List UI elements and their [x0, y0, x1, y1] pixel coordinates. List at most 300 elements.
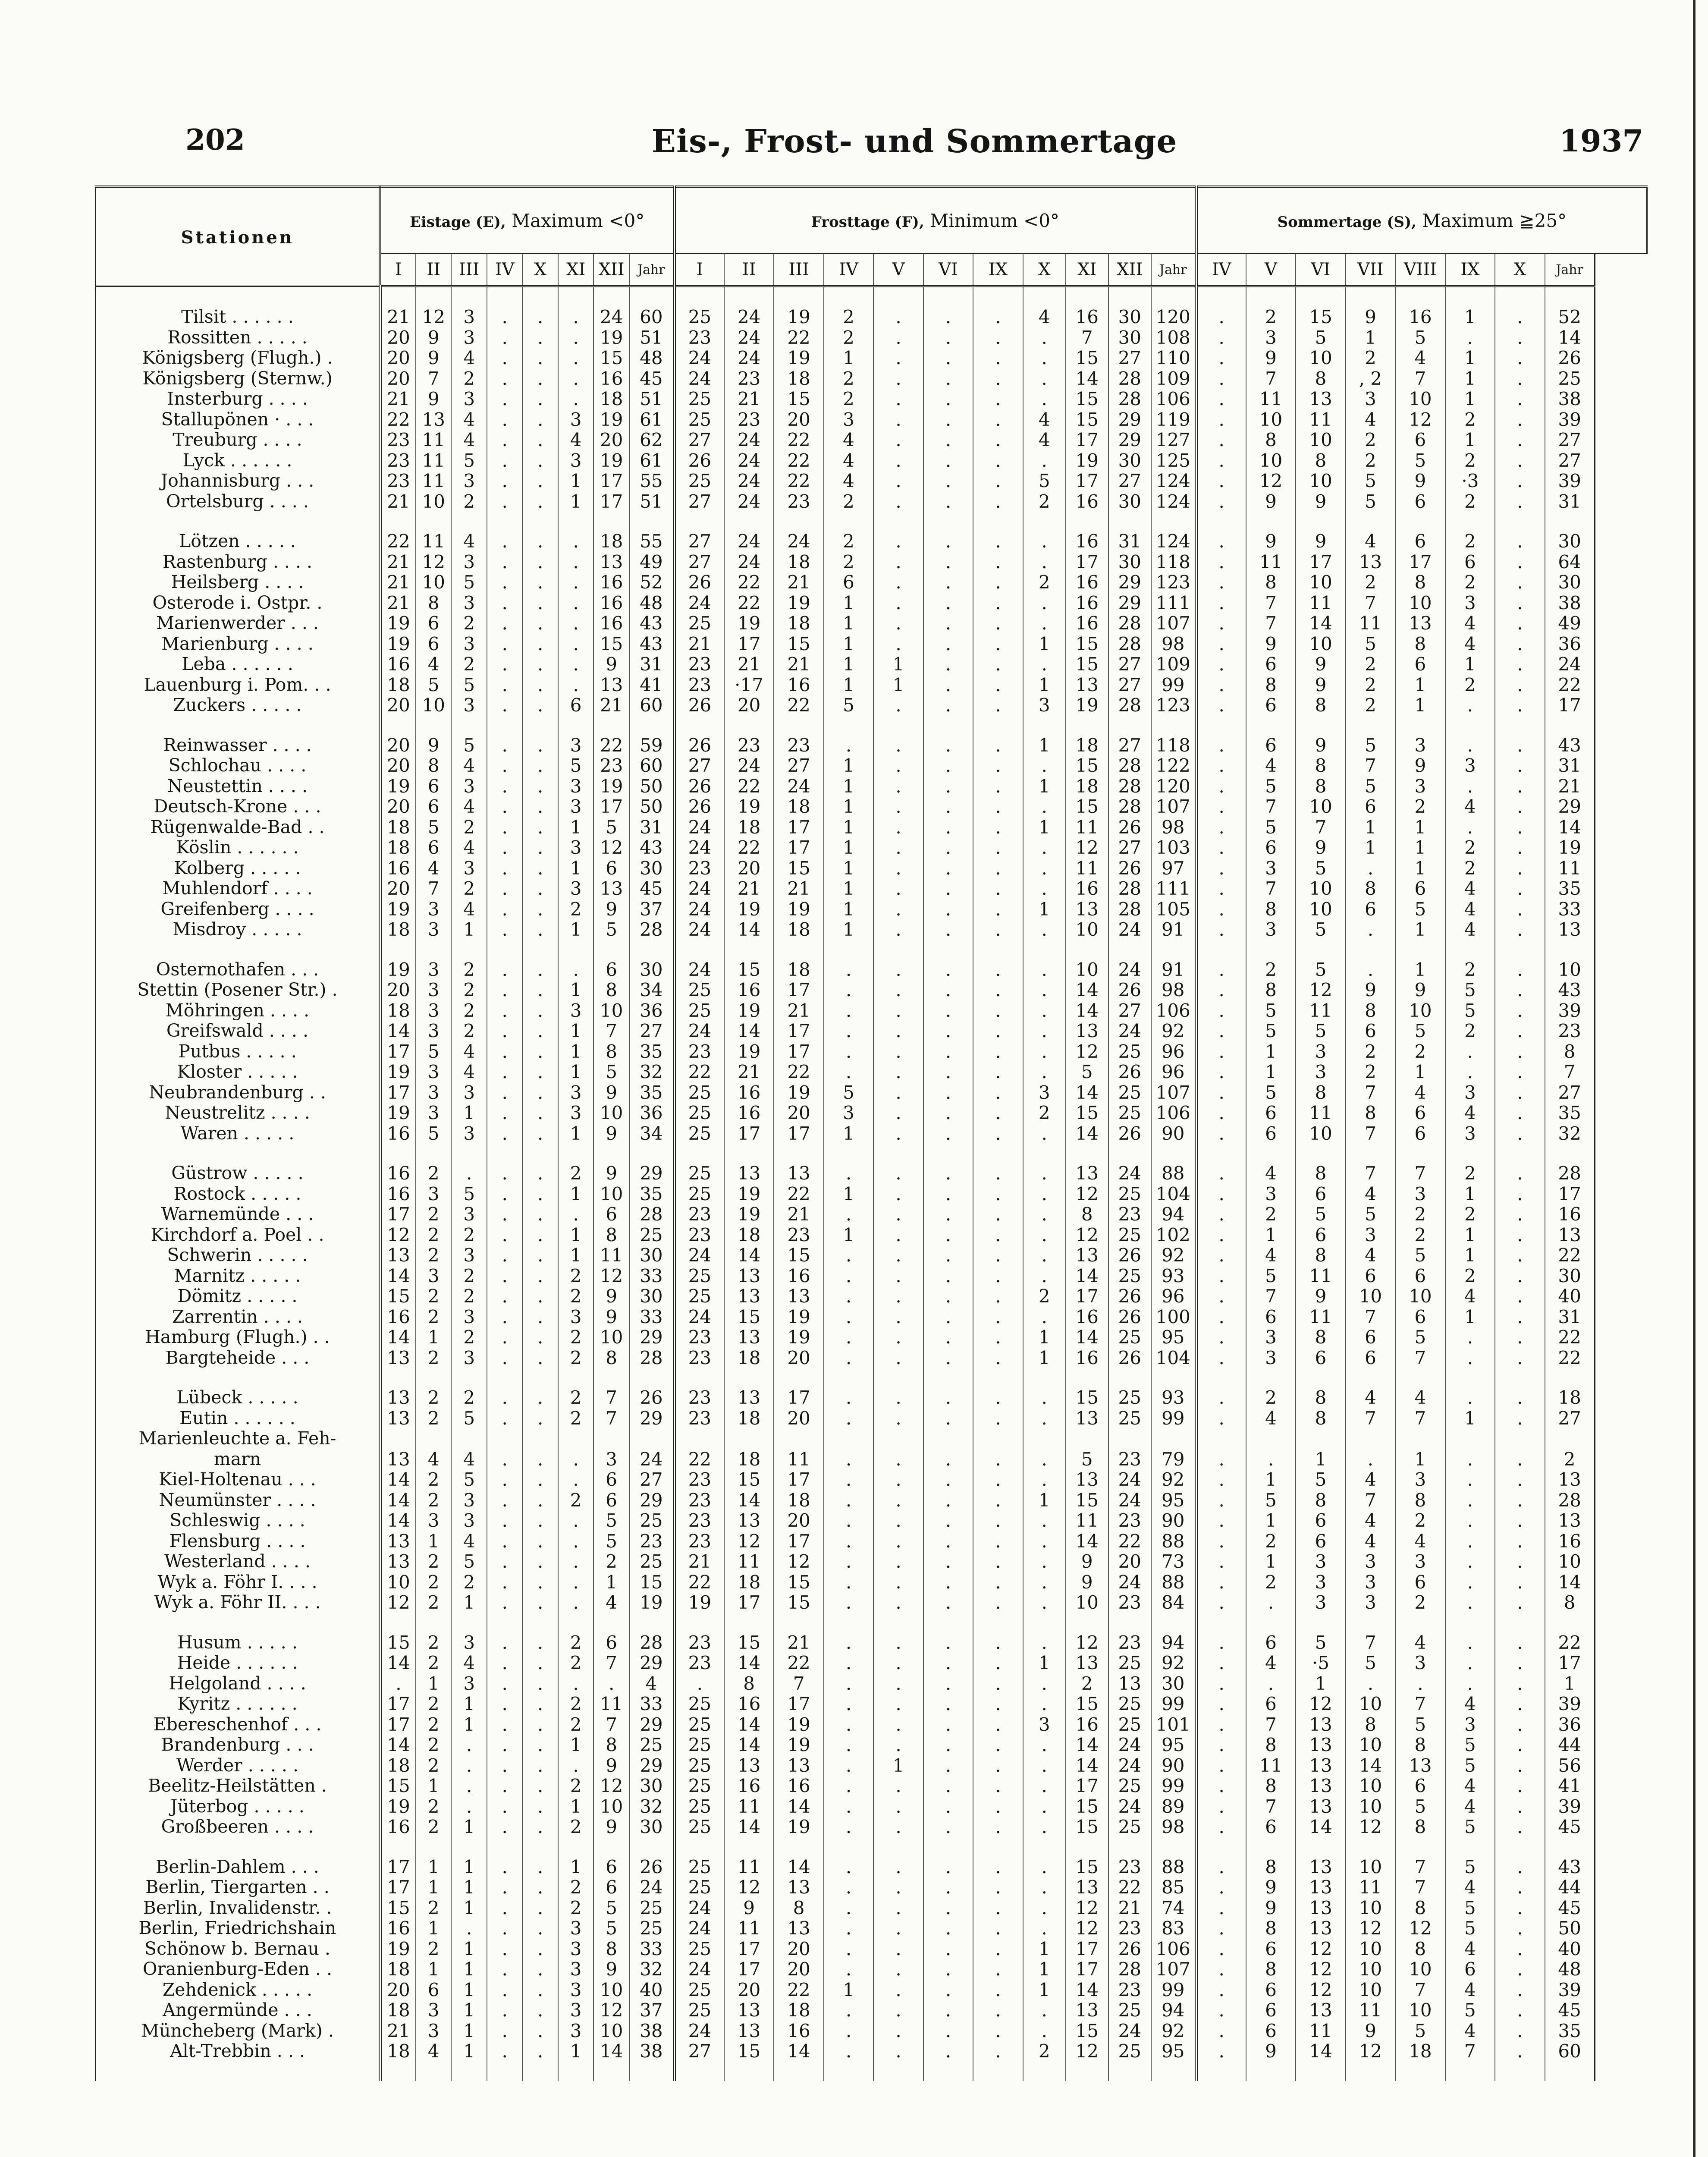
table-cell: . — [923, 695, 973, 716]
table-cell: . — [487, 735, 522, 756]
table-cell: . — [522, 450, 558, 471]
table-cell: 16 — [380, 858, 415, 879]
table-cell: 21 — [593, 695, 629, 716]
table-cell: . — [824, 1510, 873, 1531]
table-cell: 48 — [629, 348, 674, 368]
table-cell: . — [487, 858, 522, 879]
table-cell: 5 — [451, 1551, 487, 1572]
table-cell: . — [558, 654, 593, 675]
table-cell: . — [873, 1632, 923, 1653]
table-cell: 3 — [451, 1510, 487, 1531]
table-cell: 18 — [380, 2000, 415, 2021]
table-cell: 64 — [1545, 552, 1595, 572]
table-cell: 12 — [724, 1531, 774, 1552]
table-cell: 74 — [1151, 1898, 1196, 1918]
table-cell: 2 — [824, 327, 873, 348]
table-cell: . — [487, 1348, 522, 1368]
table-cell: 59 — [629, 735, 674, 756]
table-cell: 26 — [629, 1387, 674, 1408]
table-cell: 3 — [1246, 1327, 1296, 1348]
table-cell: 1 — [558, 1796, 593, 1817]
table-cell — [724, 1428, 774, 1449]
table-cell: 88 — [1151, 1531, 1196, 1552]
table-cell: 1 — [1346, 327, 1395, 348]
table-cell: 3 — [1023, 1082, 1066, 1103]
table-cell: . — [873, 1735, 923, 1755]
table-cell: 15 — [1066, 1694, 1108, 1714]
table-cell: 16 — [724, 1694, 774, 1714]
table-cell: . — [824, 1327, 873, 1348]
table-cell — [1495, 1428, 1545, 1449]
table-cell: . — [487, 348, 522, 368]
table-cell: . — [1196, 1776, 1246, 1796]
table-cell: 15 — [774, 389, 823, 409]
table-cell: . — [973, 1163, 1023, 1184]
table-cell: . — [873, 735, 923, 756]
table-cell: 3 — [558, 1103, 593, 1123]
table-cell: 2 — [558, 1163, 593, 1184]
table-cell: 5 — [1296, 327, 1345, 348]
table-cell: 23 — [724, 368, 774, 389]
table-cell: 3 — [416, 1000, 451, 1021]
table-cell: . — [487, 878, 522, 899]
table-cell: . — [1023, 2021, 1066, 2041]
table-cell: 3 — [558, 735, 593, 756]
station-name: Greifenberg . . . . — [96, 899, 380, 920]
table-row — [96, 2021, 1647, 2041]
station-name: Lötzen . . . . . — [96, 531, 380, 552]
table-cell: . — [1023, 1449, 1066, 1470]
table-cell: 124 — [1151, 491, 1196, 512]
table-cell: 1 — [1246, 1041, 1296, 1062]
table-cell: 2 — [1445, 450, 1495, 471]
table-cell: . — [873, 1204, 923, 1225]
table-cell: . — [1445, 1673, 1495, 1694]
table-cell: 3 — [1296, 1551, 1345, 1572]
table-cell: . — [824, 1469, 873, 1490]
table-cell: 2 — [824, 307, 873, 327]
station-name: Heilsberg . . . . — [96, 572, 380, 593]
table-cell: 3 — [451, 471, 487, 491]
table-cell: . — [923, 735, 973, 756]
table-cell: . — [923, 389, 973, 409]
table-cell: 20 — [380, 327, 415, 348]
table-cell: 9 — [1395, 755, 1445, 776]
table-cell: . — [1196, 1327, 1246, 1348]
table-row — [96, 2000, 1647, 2021]
table-row — [96, 1531, 1647, 1552]
table-cell: 2 — [1395, 1592, 1445, 1613]
table-cell: . — [522, 634, 558, 654]
table-cell: 15 — [1066, 1103, 1108, 1123]
table-cell: 4 — [1246, 1408, 1296, 1429]
table-row — [96, 593, 1647, 613]
table-cell: . — [923, 593, 973, 613]
table-cell: 16 — [774, 1776, 823, 1796]
table-cell: . — [487, 1510, 522, 1531]
table-cell — [1151, 1428, 1196, 1449]
table-cell: . — [824, 1653, 873, 1673]
table-cell: 10 — [1346, 1898, 1395, 1918]
table-cell: . — [973, 796, 1023, 817]
table-cell: 11 — [774, 1449, 823, 1470]
table-cell: 35 — [629, 1082, 674, 1103]
table-cell: . — [1023, 593, 1066, 613]
table-cell: 5 — [1246, 1490, 1296, 1511]
table-cell: . — [923, 491, 973, 512]
table-cell: 1 — [451, 1714, 487, 1735]
table-cell: 18 — [380, 817, 415, 838]
table-cell: 20 — [774, 1348, 823, 1368]
table-cell: 95 — [1151, 1327, 1196, 1348]
table-cell: 12 — [416, 552, 451, 572]
table-cell: 25 — [674, 307, 724, 327]
table-cell: 15 — [724, 2041, 774, 2062]
table-cell: 11 — [1246, 389, 1296, 409]
station-name: Hamburg (Flugh.) . . — [96, 1327, 380, 1348]
table-cell: 30 — [1545, 1266, 1595, 1286]
station-name: Greifswald . . . . — [96, 1021, 380, 1041]
table-cell: 34 — [629, 1123, 674, 1144]
table-cell: 2 — [1445, 409, 1495, 430]
table-cell: 4 — [1346, 1184, 1395, 1204]
table-cell: 50 — [629, 796, 674, 817]
table-cell: 25 — [674, 1776, 724, 1796]
table-cell: 25 — [1108, 1266, 1151, 1286]
table-cell: . — [1445, 1449, 1495, 1470]
table-row — [96, 1694, 1647, 1714]
table-cell: . — [1023, 1204, 1066, 1225]
table-cell: 3 — [1023, 695, 1066, 716]
table-cell: 23 — [1108, 1449, 1151, 1470]
table-cell: . — [1023, 613, 1066, 634]
table-row — [96, 2041, 1647, 2062]
table-cell: 23 — [674, 675, 724, 695]
table-cell: . — [522, 1469, 558, 1490]
table-cell: . — [923, 327, 973, 348]
table-cell: . — [973, 1286, 1023, 1307]
table-cell: 43 — [629, 634, 674, 654]
table-cell: . — [1495, 1348, 1545, 1368]
table-cell: . — [522, 1918, 558, 1939]
table-cell: . — [1495, 1980, 1545, 2000]
table-row — [96, 634, 1647, 654]
table-cell: 22 — [1545, 1348, 1595, 1368]
table-cell: 123 — [1151, 572, 1196, 593]
table-cell: . — [1495, 1000, 1545, 1021]
table-cell: . — [873, 1551, 923, 1572]
table-cell: 108 — [1151, 327, 1196, 348]
table-cell: 26 — [1108, 1939, 1151, 1959]
table-cell: . — [873, 1918, 923, 1939]
table-cell: 20 — [774, 1103, 823, 1123]
table-cell: 1 — [451, 1592, 487, 1613]
table-cell: 1 — [451, 2000, 487, 2021]
table-cell: . — [1023, 1184, 1066, 1204]
table-cell: . — [923, 1673, 973, 1694]
table-cell: 23 — [774, 1225, 823, 1245]
table-cell: 9 — [1395, 471, 1445, 491]
table-cell: 92 — [1151, 2021, 1196, 2041]
table-cell: 12 — [1296, 1939, 1345, 1959]
table-cell: 13 — [724, 2021, 774, 2041]
table-cell — [1346, 1428, 1395, 1449]
table-cell: 7 — [593, 1653, 629, 1673]
table-cell: 4 — [1445, 796, 1495, 817]
table-cell: 23 — [674, 1490, 724, 1511]
table-cell: 1 — [558, 1184, 593, 1204]
table-cell: 5 — [1395, 1796, 1445, 1817]
table-cell: . — [923, 1939, 973, 1959]
table-cell: 23 — [593, 755, 629, 776]
table-cell: . — [1445, 1469, 1495, 1490]
table-cell: 9 — [593, 1286, 629, 1307]
table-cell: 10 — [593, 1980, 629, 2000]
table-cell: 25 — [1108, 1653, 1151, 1673]
table-cell: 8 — [1246, 1776, 1296, 1796]
table-cell: 15 — [1066, 755, 1108, 776]
table-cell: 17 — [1066, 1286, 1108, 1307]
table-cell: . — [487, 1939, 522, 1959]
station-name: Möhringen . . . . — [96, 1000, 380, 1021]
table-cell: 5 — [1296, 919, 1345, 940]
table-cell: 92 — [1151, 1469, 1196, 1490]
table-row — [96, 1204, 1647, 1225]
table-cell: 2 — [558, 1817, 593, 1837]
table-cell: 7 — [1395, 1980, 1445, 2000]
table-cell: 2 — [416, 1632, 451, 1653]
table-cell — [1246, 1428, 1296, 1449]
table-cell: 7 — [593, 1021, 629, 1041]
table-cell: 33 — [1545, 899, 1595, 920]
table-cell: . — [923, 1959, 973, 1980]
table-cell: 13 — [774, 1877, 823, 1898]
table-cell: . — [824, 2041, 873, 2062]
table-cell: . — [923, 1755, 973, 1776]
table-cell: 43 — [629, 837, 674, 858]
table-cell: 6 — [1246, 654, 1296, 675]
table-cell: 5 — [1445, 1898, 1495, 1918]
table-cell: . — [923, 899, 973, 920]
table-cell: 3 — [1445, 593, 1495, 613]
table-cell: 2 — [1445, 572, 1495, 593]
table-cell: . — [1495, 1918, 1545, 1939]
table-cell: 4 — [1445, 899, 1495, 920]
table-cell: 118 — [1151, 735, 1196, 756]
table-cell: . — [1196, 1796, 1246, 1817]
table-cell: 19 — [724, 613, 774, 634]
table-cell: . — [973, 409, 1023, 430]
table-cell: 21 — [724, 878, 774, 899]
table-cell: 2 — [451, 1266, 487, 1286]
table-cell: . — [1495, 1510, 1545, 1531]
table-row — [96, 1021, 1647, 1041]
table-cell: . — [873, 1184, 923, 1204]
table-cell: . — [873, 1490, 923, 1511]
month-column-header: XII — [593, 254, 629, 286]
table-cell: . — [1495, 817, 1545, 838]
table-cell: . — [1023, 1021, 1066, 1041]
table-cell: 31 — [1108, 531, 1151, 552]
station-name: Osternothafen . . . — [96, 959, 380, 980]
table-cell: 6 — [1346, 1327, 1395, 1348]
table-cell: 19 — [774, 1817, 823, 1837]
table-cell: . — [1495, 1408, 1545, 1429]
table-cell: . — [873, 1266, 923, 1286]
table-cell: 104 — [1151, 1184, 1196, 1204]
table-cell: 16 — [1066, 531, 1108, 552]
table-cell: 3 — [558, 1082, 593, 1103]
table-cell: . — [1495, 1225, 1545, 1245]
table-row — [96, 1266, 1647, 1286]
table-cell: 2 — [451, 1000, 487, 1021]
table-cell: . — [1445, 1592, 1495, 1613]
table-cell: 22 — [774, 695, 823, 716]
station-name: Lyck . . . . . . — [96, 450, 380, 471]
table-cell: 50 — [629, 776, 674, 797]
table-cell: 2 — [416, 1245, 451, 1266]
table-cell: 1 — [824, 837, 873, 858]
table-cell — [873, 1428, 923, 1449]
table-cell: 2 — [451, 1021, 487, 1041]
table-cell: 61 — [629, 409, 674, 430]
table-cell: 14 — [380, 1510, 415, 1531]
table-cell: 1 — [1445, 654, 1495, 675]
table-cell: . — [1023, 796, 1066, 817]
table-cell: . — [522, 613, 558, 634]
table-cell: 15 — [380, 1898, 415, 1918]
table-cell: 1 — [1023, 1959, 1066, 1980]
table-cell: . — [1023, 858, 1066, 879]
table-cell: 2 — [1246, 1531, 1296, 1552]
table-cell: . — [973, 1204, 1023, 1225]
table-cell: 23 — [674, 1531, 724, 1552]
table-cell: ·5 — [1296, 1653, 1345, 1673]
month-column-header: IV — [1196, 254, 1246, 286]
table-cell — [629, 1428, 674, 1449]
table-cell: . — [873, 755, 923, 776]
table-cell: 5 — [1346, 1204, 1395, 1225]
table-cell: 9 — [724, 1898, 774, 1918]
table-cell: 8 — [1296, 1245, 1345, 1266]
table-cell: 24 — [724, 755, 774, 776]
table-cell: 25 — [674, 1735, 724, 1755]
table-cell: . — [522, 1000, 558, 1021]
table-cell: 6 — [1296, 1510, 1345, 1531]
table-cell: . — [873, 1673, 923, 1694]
table-cell: . — [923, 1163, 973, 1184]
table-cell: . — [522, 1062, 558, 1082]
table-cell: . — [522, 1408, 558, 1429]
table-cell: . — [487, 1898, 522, 1918]
table-cell: . — [973, 1551, 1023, 1572]
table-cell: 38 — [1545, 389, 1595, 409]
table-cell: 18 — [774, 796, 823, 817]
table-cell: . — [873, 593, 923, 613]
table-cell: 20 — [774, 1939, 823, 1959]
table-cell: 22 — [724, 572, 774, 593]
table-cell: 13 — [1066, 899, 1108, 920]
table-row — [96, 1387, 1647, 1408]
table-cell: 6 — [1395, 531, 1445, 552]
table-cell: . — [873, 1245, 923, 1266]
table-cell: 5 — [1445, 1755, 1495, 1776]
table-cell: . — [522, 1898, 558, 1918]
table-cell: 13 — [1395, 613, 1445, 634]
table-cell: . — [522, 1653, 558, 1673]
table-cell: 3 — [1395, 1469, 1445, 1490]
table-cell: . — [973, 1632, 1023, 1653]
table-cell: . — [873, 1510, 923, 1531]
table-cell: 11 — [1346, 1877, 1395, 1898]
table-cell: 8 — [1346, 1000, 1395, 1021]
table-cell: 7 — [1545, 1062, 1595, 1082]
table-cell: . — [1445, 695, 1495, 716]
table-cell: 98 — [1151, 1817, 1196, 1837]
station-name: Müncheberg (Mark) . — [96, 2021, 380, 2041]
table-cell: 2 — [416, 1307, 451, 1327]
table-cell: . — [873, 1348, 923, 1368]
table-cell: 6 — [1296, 1225, 1345, 1245]
table-row — [96, 1000, 1647, 1021]
station-name: Misdroy . . . . . — [96, 919, 380, 940]
month-column-header: IV — [487, 254, 522, 286]
table-cell: 3 — [558, 1307, 593, 1327]
table-cell: 20 — [380, 878, 415, 899]
table-cell: . — [1196, 389, 1246, 409]
table-cell: . — [973, 878, 1023, 899]
stations-column-header: Stationen — [96, 187, 380, 286]
table-cell: 7 — [1346, 1490, 1395, 1511]
table-cell: 3 — [416, 1062, 451, 1082]
table-cell — [923, 1428, 973, 1449]
table-cell: 7 — [416, 878, 451, 899]
table-cell: . — [487, 837, 522, 858]
table-cell: 21 — [380, 552, 415, 572]
table-cell: 6 — [593, 1469, 629, 1490]
table-cell: . — [923, 1348, 973, 1368]
table-cell: . — [973, 899, 1023, 920]
table-cell: 7 — [1395, 368, 1445, 389]
table-cell: . — [973, 1449, 1023, 1470]
table-cell: 14 — [724, 1245, 774, 1266]
table-cell: . — [973, 919, 1023, 940]
table-cell: . — [558, 531, 593, 552]
table-cell: 25 — [1108, 2041, 1151, 2062]
table-cell: 124 — [1151, 531, 1196, 552]
table-cell: 29 — [1108, 409, 1151, 430]
table-cell: 10 — [593, 2021, 629, 2041]
table-cell: 17 — [380, 1714, 415, 1735]
table-cell: 3 — [451, 1123, 487, 1144]
table-cell: 43 — [1545, 735, 1595, 756]
table-cell: . — [522, 735, 558, 756]
table-cell: 22 — [1108, 1531, 1151, 1552]
table-cell: 10 — [593, 1000, 629, 1021]
table-cell: . — [558, 959, 593, 980]
table-cell: 8 — [593, 1348, 629, 1368]
table-cell — [774, 1428, 823, 1449]
table-cell: 13 — [724, 1327, 774, 1348]
table-cell: 19 — [593, 327, 629, 348]
table-cell: . — [1495, 1632, 1545, 1653]
table-cell: 32 — [629, 1796, 674, 1817]
table-cell: 12 — [1066, 1918, 1108, 1939]
table-cell: 24 — [1108, 1572, 1151, 1593]
table-cell: . — [973, 1898, 1023, 1918]
table-cell: . — [873, 919, 923, 940]
table-cell: . — [522, 572, 558, 593]
